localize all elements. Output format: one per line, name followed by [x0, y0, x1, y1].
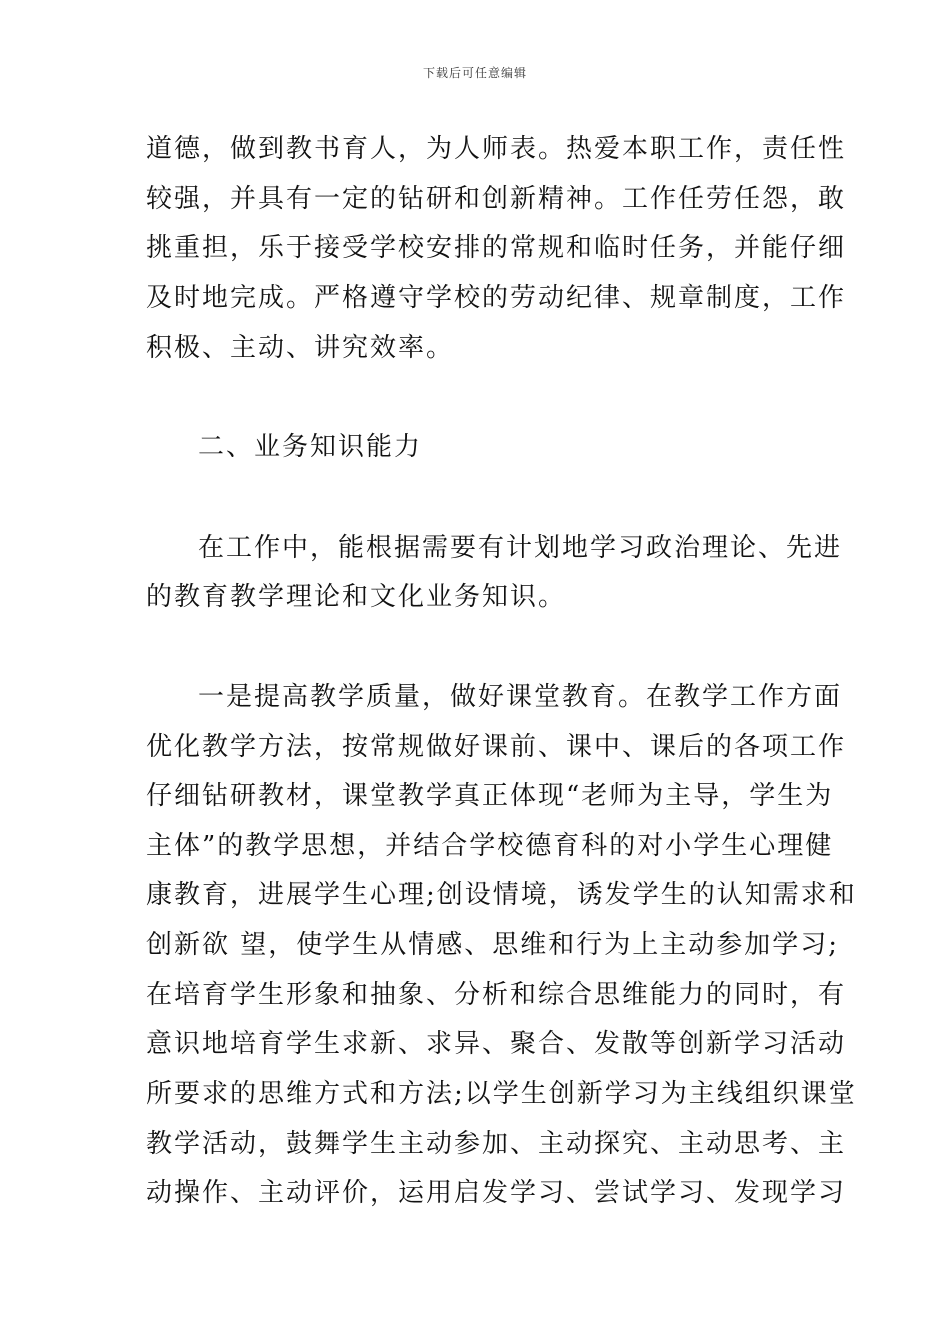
paragraph-1-line-5: 积极、主动、讲究效率。: [146, 333, 455, 363]
paragraph-3-line-11: 动操作、主动评价，运用启发学习、尝试学习、发现学习: [146, 1178, 847, 1208]
paragraph-1-line-1: 道德，做到教书育人，为人师表。热爱本职工作，责任性: [146, 134, 847, 164]
paragraph-1-line-4: 及时地完成。严格遵守学校的劳动纪律、规章制度，工作: [146, 283, 847, 313]
paragraph-3-line-3: 仔细钻研教材，课堂教学真正体现“老师为主导，学生为: [146, 781, 834, 811]
paragraph-3-line-4: 主体”的教学思想，并结合学校德育科的对小学生心理健: [146, 831, 834, 861]
paragraph-2-line-1: 在工作中，能根据需要有计划地学习政治理论、先进: [198, 533, 843, 563]
section-heading: 二、业务知识能力: [198, 432, 423, 462]
paragraph-3-line-5: 康教育，进展学生心理;创设情境，诱发学生的认知需求和: [146, 880, 857, 910]
paragraph-3-line-9: 所要求的思维方式和方法;以学生创新学习为主线组织课堂: [146, 1079, 857, 1109]
page-header-note: 下载后可任意编辑: [422, 66, 527, 80]
paragraph-1-line-2: 较强，并具有一定的钻研和创新精神。工作任劳任怨，敢: [146, 184, 847, 214]
paragraph-3-line-1: 一是提高教学质量，做好课堂教育。在教学工作方面: [198, 682, 843, 712]
paragraph-1-line-3: 挑重担，乐于接受学校安排的常规和临时任务，并能仔细: [146, 233, 847, 263]
paragraph-3-line-2: 优化教学方法，按常规做好课前、课中、课后的各项工作: [146, 732, 847, 762]
paragraph-3-line-8: 意识地培育学生求新、求异、聚合、发散等创新学习活动: [146, 1029, 847, 1059]
paragraph-3-line-10: 教学活动，鼓舞学生主动参加、主动探究、主动思考、主: [146, 1129, 847, 1159]
paragraph-3-line-6: 创新欲 望，使学生从情感、思维和行为上主动参加学习;: [146, 930, 840, 960]
paragraph-2-line-2: 的教育教学理论和文化业务知识。: [146, 582, 567, 612]
paragraph-3-line-7: 在培育学生形象和抽象、分析和综合思维能力的同时，有: [146, 980, 847, 1010]
